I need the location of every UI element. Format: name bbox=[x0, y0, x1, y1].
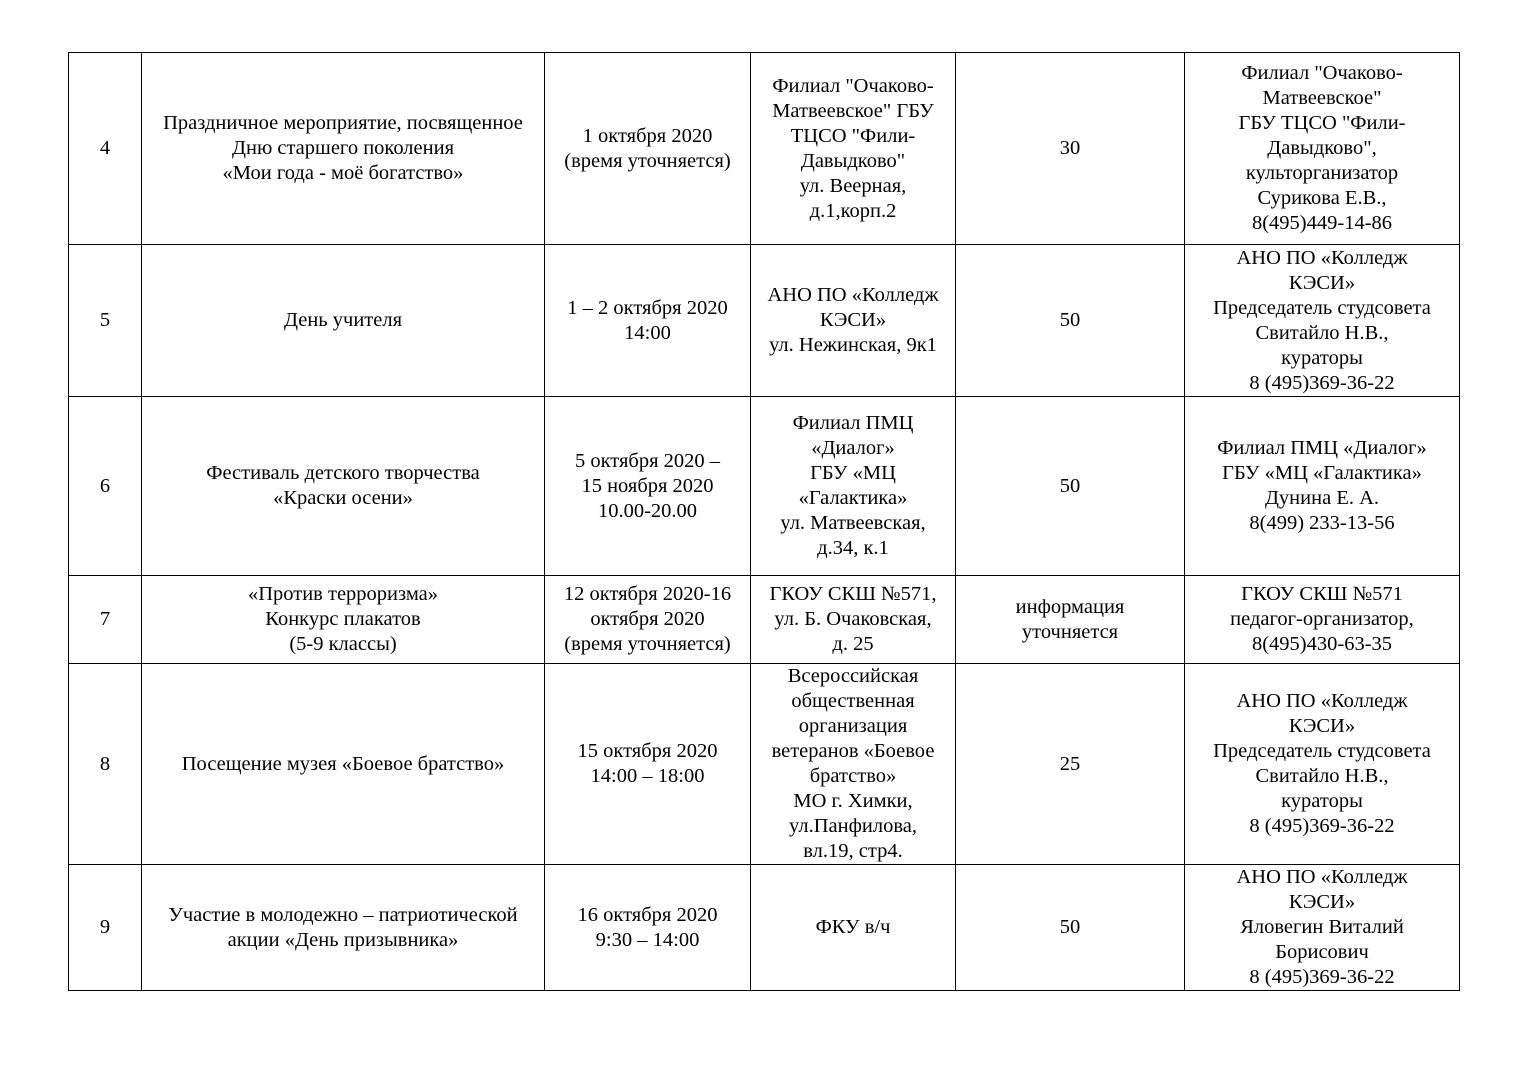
table-row bbox=[69, 245, 1460, 397]
cell-place-line: вл.19, стр4. bbox=[803, 840, 903, 862]
cell-place-line: ГКОУ СКШ №571, bbox=[769, 583, 937, 605]
cell-number: 8 bbox=[69, 664, 142, 865]
cell-responsible-line: 8(495)430-63-35 bbox=[1251, 633, 1393, 655]
cell-date-line: (время уточняется) bbox=[564, 149, 731, 172]
cell-date-line: 14:00 – 18:00 bbox=[590, 765, 705, 787]
cell-date-line: 15 октября 2020 bbox=[577, 740, 718, 762]
cell-place-line: ГБУ «МЦ bbox=[810, 462, 896, 484]
cell-date-line: 16 октября 2020 bbox=[577, 903, 718, 926]
table-row bbox=[69, 397, 1460, 576]
cell-responsible-line: культорганизатор bbox=[1245, 162, 1399, 184]
cell-participants-line: 50 bbox=[1059, 474, 1081, 497]
cell-date bbox=[545, 664, 751, 865]
cell-number: 6 bbox=[69, 397, 142, 576]
cell-place-line: Филиал "Очаково- bbox=[772, 74, 934, 97]
cell-responsible bbox=[1185, 397, 1460, 576]
cell-place-line: д.34, к.1 bbox=[817, 537, 889, 559]
cell-event-line: Участие в молодежно – патриотической bbox=[168, 903, 518, 926]
cell-place-line: д.1,корп.2 bbox=[809, 199, 897, 222]
cell-place-line: ветеранов «Боевое bbox=[771, 740, 935, 762]
cell-responsible-line: Председатель студсовета bbox=[1213, 740, 1431, 762]
cell-responsible-line: Сурикова Е.В., bbox=[1257, 187, 1387, 209]
cell-participants bbox=[956, 397, 1185, 576]
cell-place bbox=[751, 664, 956, 865]
cell-place-line: КЭСИ» bbox=[819, 309, 887, 331]
cell-event-line: Фестиваль детского творчества bbox=[206, 462, 480, 484]
cell-place-line: общественная bbox=[791, 690, 915, 712]
cell-date bbox=[545, 397, 751, 576]
cell-participants bbox=[956, 245, 1185, 397]
cell-place-line: д. 25 bbox=[832, 633, 874, 655]
cell-event bbox=[142, 664, 545, 865]
cell-event bbox=[142, 245, 545, 397]
cell-responsible-line: 8 (495)369-36-22 bbox=[1249, 966, 1395, 988]
cell-participants bbox=[956, 865, 1185, 991]
cell-place-line: ул. Матвеевская, bbox=[780, 512, 926, 534]
cell-responsible-line: Давыдково", bbox=[1267, 137, 1377, 159]
cell-event-line: Посещение музея «Боевое братство» bbox=[181, 752, 505, 775]
cell-event bbox=[142, 53, 545, 245]
cell-event-line: «Против терроризма» bbox=[247, 583, 439, 605]
cell-responsible-line: Яловегин Виталий bbox=[1240, 916, 1404, 938]
cell-participants-line: 30 bbox=[1059, 137, 1081, 159]
cell-place-line: братство» bbox=[809, 765, 897, 787]
cell-responsible-line: АНО ПО «Колледж bbox=[1236, 690, 1408, 712]
cell-place-line: Матвеевское" ГБУ bbox=[772, 99, 934, 122]
events-table bbox=[68, 52, 1460, 991]
cell-event bbox=[142, 865, 545, 991]
cell-event-line: акции «День призывника» bbox=[227, 928, 459, 951]
cell-participants-line: 50 bbox=[1059, 309, 1081, 331]
cell-responsible bbox=[1185, 664, 1460, 865]
cell-responsible-line: Матвеевское" bbox=[1262, 87, 1382, 109]
cell-event-line: Праздничное мероприятие, посвященное bbox=[163, 112, 523, 134]
cell-responsible-line: кураторы bbox=[1281, 790, 1363, 812]
cell-place bbox=[751, 53, 956, 245]
cell-date-line: 5 октября 2020 – bbox=[574, 449, 721, 472]
cell-date-line: 10.00-20.00 bbox=[597, 499, 698, 522]
cell-responsible bbox=[1185, 576, 1460, 664]
cell-responsible bbox=[1185, 53, 1460, 245]
cell-date bbox=[545, 245, 751, 397]
cell-responsible-line: Филиал ПМЦ «Диалог» bbox=[1217, 437, 1427, 459]
cell-event bbox=[142, 397, 545, 576]
cell-number: 9 bbox=[69, 865, 142, 991]
cell-responsible-line: Свитайло Н.В., bbox=[1255, 321, 1389, 344]
cell-responsible-line: Борисович bbox=[1275, 941, 1369, 963]
cell-responsible-line: кураторы bbox=[1281, 346, 1363, 369]
cell-date-line: 1 октября 2020 bbox=[582, 124, 713, 147]
cell-place-line: ул. Б. Очаковская, bbox=[774, 608, 932, 630]
cell-participants bbox=[956, 53, 1185, 245]
cell-responsible-line: КЭСИ» bbox=[1288, 715, 1356, 737]
cell-responsible-line: Председатель студсовета bbox=[1213, 296, 1431, 319]
cell-responsible-line: Филиал "Очаково- bbox=[1241, 62, 1403, 84]
cell-number: 7 bbox=[69, 576, 142, 664]
cell-place bbox=[751, 245, 956, 397]
table-row bbox=[69, 576, 1460, 664]
cell-place-line: ул. Веерная, bbox=[799, 174, 907, 197]
cell-date bbox=[545, 53, 751, 245]
cell-responsible-line: ГБУ ТЦСО "Фили- bbox=[1238, 112, 1406, 134]
cell-date-line: октября 2020 bbox=[590, 608, 705, 630]
cell-event-line: День учителя bbox=[283, 309, 403, 331]
cell-event-line: Дню старшего поколения bbox=[231, 137, 455, 159]
cell-participants-line: 50 bbox=[1059, 916, 1081, 938]
cell-date-line: 9:30 – 14:00 bbox=[595, 928, 700, 951]
cell-place-line: Всероссийская bbox=[787, 665, 919, 687]
cell-place-line: ул. Нежинская, 9к1 bbox=[769, 334, 937, 356]
cell-event-line: «Краски осени» bbox=[273, 487, 413, 509]
cell-responsible-line: 8 (495)369-36-22 bbox=[1249, 815, 1395, 837]
table-row bbox=[69, 53, 1460, 245]
cell-place-line: ул.Панфилова, bbox=[789, 815, 917, 837]
cell-participants-line: информация bbox=[1015, 595, 1125, 618]
cell-date bbox=[545, 865, 751, 991]
cell-date-line: 15 ноября 2020 bbox=[581, 474, 714, 497]
cell-responsible-line: 8 (495)369-36-22 bbox=[1249, 371, 1395, 394]
cell-date bbox=[545, 576, 751, 664]
cell-place bbox=[751, 865, 956, 991]
cell-participants bbox=[956, 664, 1185, 865]
cell-place-line: ТЦСО "Фили- bbox=[790, 124, 916, 147]
cell-responsible-line: АНО ПО «Колледж bbox=[1236, 246, 1408, 269]
table-row bbox=[69, 664, 1460, 865]
cell-place-line: ФКУ в/ч bbox=[815, 916, 891, 938]
cell-responsible-line: Дунина Е. А. bbox=[1264, 487, 1380, 509]
cell-participants-line: уточняется bbox=[1021, 620, 1119, 643]
cell-event bbox=[142, 576, 545, 664]
events-table-body bbox=[69, 53, 1460, 991]
cell-participants-line: 25 bbox=[1059, 752, 1081, 775]
cell-responsible-line: 8(499) 233-13-56 bbox=[1249, 512, 1395, 534]
cell-responsible-line: педагог-организатор, bbox=[1230, 608, 1414, 630]
cell-event-line: (5-9 классы) bbox=[289, 633, 397, 655]
cell-number: 5 bbox=[69, 245, 142, 397]
cell-responsible-line: ГКОУ СКШ №571 bbox=[1241, 583, 1403, 605]
cell-responsible-line: КЭСИ» bbox=[1288, 891, 1356, 913]
cell-responsible-line: 8(495)449-14-86 bbox=[1251, 212, 1393, 234]
cell-event-line: Конкурс плакатов bbox=[265, 608, 421, 630]
cell-place bbox=[751, 576, 956, 664]
cell-responsible bbox=[1185, 865, 1460, 991]
cell-place-line: Давыдково" bbox=[800, 149, 906, 172]
cell-place-line: «Галактика» bbox=[798, 487, 908, 509]
cell-date-line: (время уточняется) bbox=[564, 633, 731, 655]
cell-responsible-line: КЭСИ» bbox=[1288, 271, 1356, 294]
cell-place-line: «Диалог» bbox=[811, 437, 895, 459]
document-page bbox=[68, 52, 1460, 991]
cell-date-line: 14:00 bbox=[624, 321, 671, 344]
cell-number: 4 bbox=[69, 53, 142, 245]
cell-event-line: «Мои года - моё богатство» bbox=[222, 162, 464, 184]
cell-place-line: АНО ПО «Колледж bbox=[767, 284, 939, 306]
cell-responsible-line: Свитайло Н.В., bbox=[1255, 765, 1389, 787]
cell-responsible bbox=[1185, 245, 1460, 397]
cell-date-line: 12 октября 2020-16 bbox=[563, 583, 732, 605]
cell-participants bbox=[956, 576, 1185, 664]
cell-place-line: МО г. Химки, bbox=[793, 790, 913, 812]
cell-place-line: Филиал ПМЦ bbox=[792, 412, 914, 434]
cell-responsible-line: ГБУ «МЦ «Галактика» bbox=[1222, 462, 1422, 484]
cell-responsible-line: АНО ПО «Колледж bbox=[1236, 866, 1408, 888]
cell-place-line: организация bbox=[798, 715, 908, 737]
table-row bbox=[69, 865, 1460, 991]
cell-date-line: 1 – 2 октября 2020 bbox=[567, 296, 728, 319]
cell-place bbox=[751, 397, 956, 576]
